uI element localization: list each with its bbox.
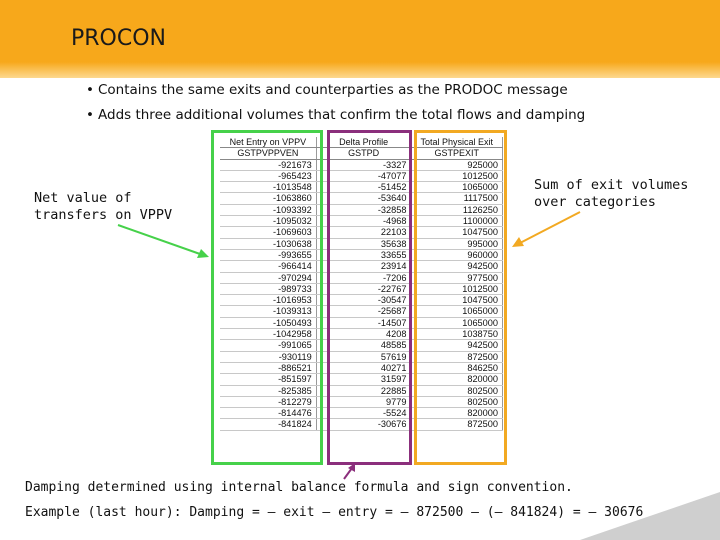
table-cell: 925000 xyxy=(411,159,503,170)
table-cell: -53640 xyxy=(316,193,411,204)
table-cell: 995000 xyxy=(411,238,503,249)
table-cell: GSTPVPPVEN xyxy=(220,148,316,159)
highlight-frame-exit xyxy=(414,130,507,465)
table-cell: 1126250 xyxy=(411,204,503,215)
table-cell: Delta Profile xyxy=(316,137,411,148)
table-cell: 846250 xyxy=(411,362,503,373)
table-cell: 1012500 xyxy=(411,170,503,181)
table-cell: 1065000 xyxy=(411,306,503,317)
bullet-item xyxy=(86,107,585,123)
table-cell: 1065000 xyxy=(411,182,503,193)
table-cell: 31597 xyxy=(316,374,411,385)
callout-right xyxy=(534,177,688,211)
arrow-purple xyxy=(344,463,355,479)
table-cell: 48585 xyxy=(316,340,411,351)
bullet-text: Adds three additional volumes that confirm the total flows and damping xyxy=(98,107,586,123)
arrow-green xyxy=(118,225,209,258)
table-cell: 1100000 xyxy=(411,216,503,227)
table-cell: 1047500 xyxy=(411,227,503,238)
table-cell: 40271 xyxy=(316,362,411,373)
table-cell: Total Physical Exit xyxy=(411,137,503,148)
table-cell: -966414 xyxy=(220,261,316,272)
table-cell: 33655 xyxy=(316,249,411,260)
table-cell: -30547 xyxy=(316,295,411,306)
table-cell: 9779 xyxy=(316,396,411,407)
table-cell: -47077 xyxy=(316,170,411,181)
table-cell: 942500 xyxy=(411,340,503,351)
callout-left-line: transfers on VPPV xyxy=(34,207,173,223)
table-cell: 22885 xyxy=(316,385,411,396)
callout-left xyxy=(34,190,172,224)
table-cell: -30676 xyxy=(316,419,411,430)
table-cell: -841824 xyxy=(220,419,316,430)
table-cell: 57619 xyxy=(316,351,411,362)
table-cell: 942500 xyxy=(411,261,503,272)
table-cell: 1047500 xyxy=(411,295,503,306)
table-cell: 1117500 xyxy=(411,193,503,204)
table-cell: -1039313 xyxy=(220,306,316,317)
table-cell: -1016953 xyxy=(220,295,316,306)
table-cell: -1013548 xyxy=(220,182,316,193)
table-cell: -993655 xyxy=(220,249,316,260)
callout-left-line: Net value of xyxy=(34,190,132,206)
table-cell: 22103 xyxy=(316,227,411,238)
slide-title: PROCON xyxy=(71,26,167,51)
table-cell: 1065000 xyxy=(411,317,503,328)
table-cell: Net Entry on VPPV xyxy=(220,137,316,148)
table-cell: 4208 xyxy=(316,329,411,340)
table-cell: 802500 xyxy=(411,396,503,407)
table-cell: -7206 xyxy=(316,272,411,283)
highlight-frame-entry xyxy=(211,130,323,465)
table-cell: 1012500 xyxy=(411,283,503,294)
bullet-icon: • xyxy=(86,107,94,123)
table-cell: -22767 xyxy=(316,283,411,294)
arrow-orange xyxy=(512,212,580,247)
table-cell: -886521 xyxy=(220,362,316,373)
table-cell: 820000 xyxy=(411,408,503,419)
caption-example: Example (last hour): Damping = – exit – entry = – 872500 – (– 841824) = – 30676 xyxy=(25,505,644,520)
table-cell: -814476 xyxy=(220,408,316,419)
table-cell: -1093392 xyxy=(220,204,316,215)
table-cell: -3327 xyxy=(316,159,411,170)
table-cell: -812279 xyxy=(220,396,316,407)
table-cell: -851597 xyxy=(220,374,316,385)
table-cell: -14507 xyxy=(316,317,411,328)
table-cell: -1042958 xyxy=(220,329,316,340)
table-cell: 820000 xyxy=(411,374,503,385)
table-cell: -825385 xyxy=(220,385,316,396)
table-cell: -25687 xyxy=(316,306,411,317)
table-cell: -989733 xyxy=(220,283,316,294)
caption-damping: Damping determined using internal balance formula and sign convention. xyxy=(25,480,573,495)
bullet-text: Contains the same exits and counterparties as the PRODOC message xyxy=(98,82,568,98)
table-cell: 23914 xyxy=(316,261,411,272)
highlight-frame-delta xyxy=(327,130,412,465)
table-cell: -32858 xyxy=(316,204,411,215)
table-cell: -1069603 xyxy=(220,227,316,238)
table-cell: 1038750 xyxy=(411,329,503,340)
table-cell: 872500 xyxy=(411,419,503,430)
table-cell: 872500 xyxy=(411,351,503,362)
bullet-item xyxy=(86,82,568,98)
table-cell: -930119 xyxy=(220,351,316,362)
table-cell: -4968 xyxy=(316,216,411,227)
table-cell: 35638 xyxy=(316,238,411,249)
table-cell: -921673 xyxy=(220,159,316,170)
table-cell: -51452 xyxy=(316,182,411,193)
table-cell: 802500 xyxy=(411,385,503,396)
table-cell: -965423 xyxy=(220,170,316,181)
callout-right-line: over categories xyxy=(534,194,656,210)
bullet-icon: • xyxy=(86,82,94,98)
corner-decoration xyxy=(580,492,720,540)
callout-right-line: Sum of exit volumes xyxy=(534,177,689,193)
table-cell: GSTPD xyxy=(316,148,411,159)
table-cell: -970294 xyxy=(220,272,316,283)
table-cell: -1030638 xyxy=(220,238,316,249)
table-cell: -991065 xyxy=(220,340,316,351)
table-cell: 960000 xyxy=(411,249,503,260)
table-cell: -1050493 xyxy=(220,317,316,328)
table-cell: -1095032 xyxy=(220,216,316,227)
table-cell: 977500 xyxy=(411,272,503,283)
table-cell: -1063860 xyxy=(220,193,316,204)
table-cell: GSTPEXIT xyxy=(411,148,503,159)
header-gradient xyxy=(0,62,720,78)
table-cell: -5524 xyxy=(316,408,411,419)
